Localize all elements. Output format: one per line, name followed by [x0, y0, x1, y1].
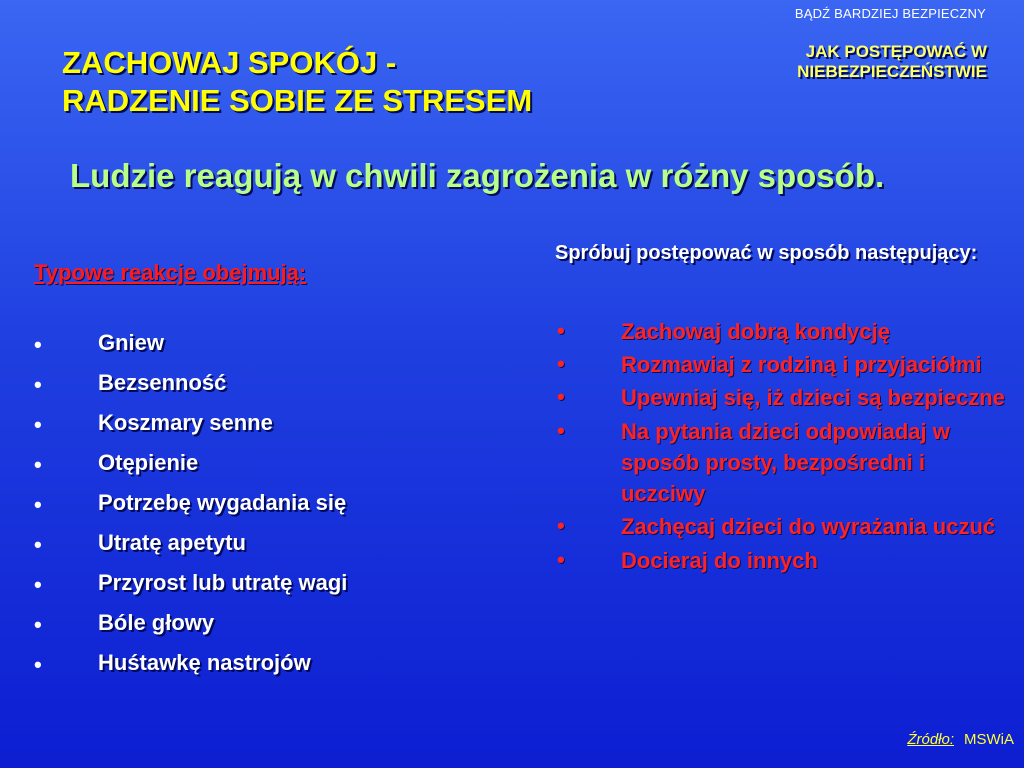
- list-item: [555, 349, 1010, 380]
- list-item: [555, 511, 1010, 542]
- bullet-icon: •: [557, 546, 565, 572]
- bullet-icon: •: [34, 492, 42, 517]
- list-item: [555, 416, 1010, 510]
- lead-text: Ludzie reagują w chwili zagrożenia w różny sposób.: [70, 157, 885, 194]
- bullet-icon: •: [557, 318, 565, 343]
- bullet-icon: •: [34, 332, 42, 357]
- list-item-text: Zachęcaj dzieci do wyrażania uczuć: [621, 514, 996, 540]
- right-advice-list: [555, 316, 1010, 578]
- list-item: [32, 530, 502, 570]
- list-item-text: Otępienie: [98, 450, 199, 475]
- list-item-text: Gniew: [98, 330, 165, 355]
- bullet-icon: •: [34, 572, 42, 597]
- list-item: [32, 650, 502, 690]
- list-item: [32, 410, 502, 450]
- list-item-text: Bóle głowy: [98, 610, 215, 635]
- list-item-text: Utratę apetytu: [98, 530, 246, 555]
- list-item: [32, 330, 502, 370]
- list-item: [32, 370, 502, 410]
- main-title: [62, 44, 682, 120]
- top-right-subtitle: JAK POSTĘPOWAĆ W NIEBEZPIECZEŃSTWIE: [797, 42, 987, 82]
- list-item: [32, 570, 502, 610]
- list-item: [32, 450, 502, 490]
- source-value: MSWiA: [964, 731, 1014, 748]
- source-label: Źródło:: [907, 731, 954, 748]
- list-item: [555, 545, 1010, 576]
- list-item-text: Upewniaj się, iż dzieci są bezpieczne: [621, 385, 1005, 411]
- list-item-text: Przyrost lub utratę wagi: [98, 570, 348, 595]
- left-heading: Typowe reakcje obejmują:: [34, 260, 307, 285]
- left-reactions-list: [32, 330, 502, 690]
- list-item-text: Bezsenność: [98, 370, 227, 395]
- list-item: [32, 610, 502, 650]
- bullet-icon: •: [34, 412, 42, 437]
- list-item-text: Rozmawiaj z rodziną i przyjaciółmi: [621, 352, 982, 378]
- list-item-text: Huśtawkę nastrojów: [98, 650, 311, 675]
- main-title-line-1: ZACHOWAJ SPOKÓJ -: [62, 45, 397, 80]
- list-item: [555, 316, 1010, 347]
- bullet-icon: •: [557, 513, 565, 539]
- bullet-icon: •: [34, 372, 42, 397]
- bullet-icon: •: [557, 384, 565, 410]
- bullet-icon: •: [557, 351, 565, 377]
- main-title-line-2: RADZENIE SOBIE ZE STRESEM: [62, 82, 533, 118]
- list-item-text: Koszmary senne: [98, 410, 273, 435]
- bullet-icon: •: [34, 652, 42, 677]
- list-item-text: Docieraj do innych: [621, 547, 818, 573]
- list-item: [555, 382, 1010, 413]
- list-item-text: Potrzebę wygadania się: [98, 490, 347, 515]
- list-item-text: Na pytania dzieci odpowiadaj w sposób prosty, bezpośredni i uczciwy: [621, 418, 950, 507]
- top-right-title: BĄDŹ BARDZIEJ BEZPIECZNY: [794, 6, 986, 21]
- bullet-icon: •: [34, 532, 42, 557]
- bullet-icon: •: [34, 452, 42, 477]
- bullet-icon: •: [34, 612, 42, 637]
- source-footer: [907, 731, 1014, 748]
- right-heading: Spróbuj postępować w sposób następujący:: [555, 242, 978, 264]
- list-item: [32, 490, 502, 530]
- bullet-icon: •: [557, 417, 565, 443]
- list-item-text: Zachowaj dobrą kondycję: [621, 319, 890, 344]
